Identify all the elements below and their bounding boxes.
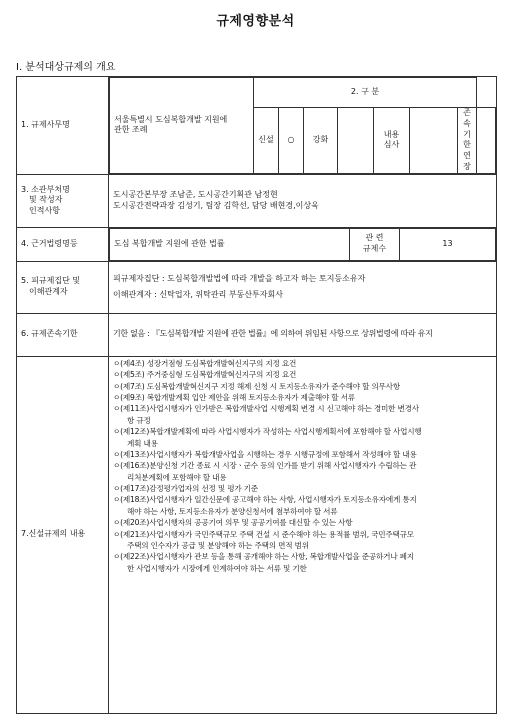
count-label-line2: 규제수 xyxy=(362,244,387,254)
label-legal-basis: 4. 근거법령명등 xyxy=(17,227,109,261)
regulation-item-line: 계획 내용 xyxy=(127,438,158,448)
label-regulation-name: 1. 규제사무명 xyxy=(17,77,109,175)
duration-value: 기한 없음 : 『도심복합개발 지원에 관한 법률』에 의하여 위임된 사항으로 상위법령에 따라 유지 xyxy=(109,313,497,356)
stakeholders-label-line1: 5. 피규제집단 및 xyxy=(21,276,81,286)
existing-label-line1: 존속 xyxy=(463,108,471,128)
type-existing-label xyxy=(458,108,477,174)
type-header: 2. 구 분 xyxy=(254,78,477,108)
type-review-label xyxy=(374,108,410,174)
regulation-item-line: ㅇ(제16조)분양신청 기간 종료 시 시장ㆍ군수 등의 인가를 받기 위해 사업시행자가 수립하는 관 xyxy=(113,461,417,471)
type-strengthen-value xyxy=(338,108,374,174)
legal-basis-law: 도심 복합개발 지원에 관한 법률 xyxy=(110,228,350,260)
label-ministry xyxy=(17,174,109,227)
type-new-label: 신설 xyxy=(254,108,279,174)
existing-label-line3: 연장 xyxy=(463,151,471,171)
stakeholders-value xyxy=(109,261,497,313)
label-new-regulation: 7.신설규제의 내용 xyxy=(17,356,109,713)
regulation-item-line: ㅇ(제13조)사업시행자가 복합개발사업을 시행하는 경우 시행규정에 포함해서 작성해야 할 내용 xyxy=(113,449,417,459)
regulation-overview-table xyxy=(16,76,497,714)
type-strengthen-label: 강화 xyxy=(304,108,338,174)
regulation-item-line: ㅇ(제4조) 성장거점형 도심복합개발혁신지구의 지정 요건 xyxy=(113,358,297,368)
legal-basis-table xyxy=(109,228,496,261)
new-regulation-items xyxy=(109,356,497,713)
regulation-item-line: ㅇ(제11조)사업시행자가 인가받은 복합개발사업 시행계획 변경 시 신고해야 하는 경미한 변경사 xyxy=(113,404,419,414)
row-new-regulation xyxy=(17,356,497,713)
count-label-line1: 관 련 xyxy=(365,233,384,243)
regulation-item-line: ㅇ(제20조)사업시행자의 공공기여 의무 및 공공기여를 대신할 수 있는 사항 xyxy=(113,518,353,528)
ministry-line1: 도시공간본부장 조남준, 도시공간기획관 남정현 xyxy=(113,189,278,199)
label-duration: 6. 규제존속기한 xyxy=(17,313,109,356)
ministry-label-line3: 인적사항 xyxy=(29,206,60,216)
related-count-value: 13 xyxy=(400,228,496,260)
row-regulation-name xyxy=(17,77,497,175)
regulation-item-line: ㅇ(제18조)사업시행자가 일간신문에 공고해야 하는 사항, 사업시행자가 토지등소유자에게 통지 xyxy=(113,495,417,505)
regulation-item-line: 해야 하는 사항, 토지등소유자가 분양신청서에 첨부하여야 할 서류 xyxy=(127,506,338,516)
type-new-mark: ○ xyxy=(279,108,304,174)
existing-label-line2: 기한 xyxy=(463,129,471,150)
section-heading: Ⅰ. 분석대상규제의 개요 xyxy=(16,62,116,73)
regulation-item-line: ㅇ(제12조)복합개발계획에 따라 사업시행자가 작성하는 사업시행계획서에 포함해야 할 사업시행 xyxy=(113,427,422,437)
review-label-line2: 심사 xyxy=(383,140,400,150)
regulation-item-line: 한 사업시행자가 시장에게 인계하여야 하는 서류 및 기한 xyxy=(127,563,307,573)
related-count-label xyxy=(350,228,400,260)
stakeholders-label-line2: 이해관계자 xyxy=(29,287,68,297)
row-legal-basis xyxy=(17,227,497,261)
ministry-line2: 도시공간전략과장 김성기, 팀장 김학선, 담당 배현경,이상욱 xyxy=(113,200,319,210)
regulation-name-line2: 관한 조례 xyxy=(114,125,148,135)
document-title: 규제영향분석 xyxy=(216,14,295,29)
regulation-item-line: ㅇ(제22조)사업시행자가 관보 등을 통해 공개해야 하는 사항, 복합개발사업을 준공하거나 폐지 xyxy=(113,552,414,562)
label-stakeholders xyxy=(17,261,109,313)
row-ministry xyxy=(17,174,497,227)
regulation-item-line: 항 규정 xyxy=(127,415,151,425)
regulation-item-line: ㅇ(제7조) 도심복합개발혁신지구 지정 해제 신청 시 토지등소유자가 준수해야 할 의무사항 xyxy=(113,381,400,391)
ministry-value xyxy=(109,174,497,227)
regulation-item-line: ㅇ(제21조)사업시행자가 국민주택규모 주택 건설 시 준수해야 하는 용적률 범위, 국민주택규모 xyxy=(113,529,414,539)
regulation-type-table xyxy=(109,77,496,174)
review-label-line1: 내용 xyxy=(383,129,400,139)
regulation-item-line: 리처분계획에 포함해야 할 내용 xyxy=(127,472,227,482)
regulation-item-line: ㅇ(제9조) 복합개발계획 입안 제안을 위해 토지등소유자가 제출해야 할 서류 xyxy=(113,392,355,402)
regulation-item-line: 주택의 인수자가 공급 및 분양해야 하는 주택의 면적 범위 xyxy=(127,541,309,551)
regulation-name-line1: 서울특별시 도심복합개발 지원에 xyxy=(114,114,228,124)
type-existing-value xyxy=(477,108,496,174)
type-review-value xyxy=(410,108,458,174)
row-stakeholders xyxy=(17,261,497,313)
row-duration xyxy=(17,313,497,356)
regulation-name-cell xyxy=(110,78,254,174)
regulation-item-line: ㅇ(제17조)감정평가업자의 선정 및 평가 기준 xyxy=(113,484,258,494)
regulation-item-line: ㅇ(제5조) 주거중심형 도심복합개발혁신지구의 지정 요건 xyxy=(113,370,297,380)
interested-parties: 이해관계자 : 신탁업자, 위탁관리 부동산투자회사 xyxy=(113,289,283,299)
ministry-label-line2: 및 작성자 xyxy=(29,195,63,205)
regulated-group: 피규제자집단 : 도심복합개발법에 따라 개발을 하고자 하는 토지등소유자 xyxy=(113,273,366,283)
ministry-label-line1: 3. 소관부처명 xyxy=(21,184,70,194)
